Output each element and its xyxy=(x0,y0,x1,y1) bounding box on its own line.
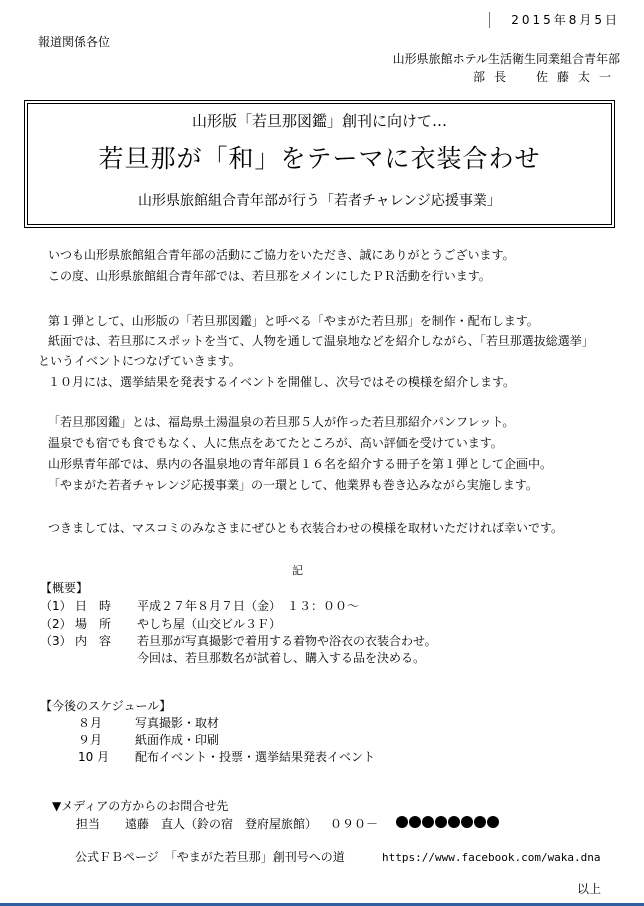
closing: 以上 xyxy=(577,882,602,896)
schedule-task: 配布イベント・投票・選挙結果発表イベント xyxy=(135,750,376,764)
body-paragraph: 「若旦那図鑑」とは、福島県土湯温泉の若旦那５人が作った若旦那紹介パンフレット。 xyxy=(48,415,515,429)
schedule-month: ９月 xyxy=(78,733,103,747)
title-tagline: 山形県旅館組合青年部が行う「若者チャレンジ応援事業」 xyxy=(138,193,501,209)
text-cursor xyxy=(489,12,490,28)
redaction-dot xyxy=(435,816,447,828)
schedule-month: ８月 xyxy=(78,716,103,730)
overview-label: 場 所 xyxy=(75,617,112,631)
facebook-url[interactable]: https://www.facebook.com/waka.dna xyxy=(382,851,601,864)
body-paragraph: 紙面では、若旦那にスポットを当て、人物を通して温泉地などを紹介しながら、「若旦那選抜総選挙」 xyxy=(48,334,594,348)
phone-masked xyxy=(396,816,500,829)
redaction-dot xyxy=(409,816,421,828)
ki-heading: 記 xyxy=(292,564,303,577)
addressee: 報道関係各位 xyxy=(38,35,111,49)
schedule-month: 10 月 xyxy=(78,750,110,764)
redaction-dot xyxy=(422,816,434,828)
redaction-dot xyxy=(448,816,460,828)
contact-person: 遠藤 直人（鈴の宿 登府屋旅館） xyxy=(125,817,318,831)
body-paragraph: この度、山形県旅館組合青年部では、若旦那をメインにしたＰＲ活動を行います。 xyxy=(48,269,491,283)
overview-num: （1） xyxy=(40,599,72,613)
overview-value: やしち屋（山交ビル３Ｆ） xyxy=(137,617,282,631)
body-paragraph: というイベントにつなげていきます。 xyxy=(38,354,241,368)
title-subtitle: 山形版「若旦那図鑑」創刊に向けて… xyxy=(191,112,447,130)
overview-value: 平成２７年８月７日（金） １３：００～ xyxy=(137,599,360,613)
redaction-dot xyxy=(396,816,408,828)
overview-num: （3） xyxy=(40,634,72,648)
contact-role: 担当 xyxy=(76,817,101,831)
schedule-task: 写真撮影・取材 xyxy=(135,716,220,730)
redaction-dot xyxy=(461,816,473,828)
body-paragraph: つきましては、マスコミのみなさまにぜひとも衣装合わせの模様を取材いただければ幸いです。 xyxy=(48,521,564,535)
overview-num: （2） xyxy=(40,617,72,631)
title-box xyxy=(24,100,615,228)
body-paragraph: 山形県青年部では、県内の各温泉地の青年部員１６名を紹介する冊子を第１弾として企画中。 xyxy=(48,457,553,471)
overview-value-continued: 今回は、若旦那数名が試着し、購入する品を決める。 xyxy=(137,651,426,665)
contact-heading: ▼メディアの方からのお問合せ先 xyxy=(52,799,229,813)
organization: 山形県旅館ホテル生活衛生同業組合青年部 xyxy=(392,52,620,66)
body-paragraph: 「やまがた若者チャレンジ応援事業」の一環として、他業界も巻き込みながら実施します。 xyxy=(48,478,538,492)
schedule-heading: 【今後のスケジュール】 xyxy=(40,699,172,713)
schedule-task: 紙面作成・印刷 xyxy=(135,733,220,747)
body-paragraph: 温泉でも宿でも食でもなく、人に焦点をあてたところが、高い評価を受けています。 xyxy=(48,436,503,450)
body-paragraph: 第１弾として、山形版の「若旦那図鑑」と呼べる「やまがた若旦那」を制作・配布します。 xyxy=(48,314,539,328)
overview-value: 若旦那が写真撮影で着用する着物や浴衣の衣装合わせ。 xyxy=(137,634,437,648)
body-paragraph: １０月には、選挙結果を発表するイベントを開催し、次号ではその模様を紹介します。 xyxy=(48,375,516,389)
redaction-dot xyxy=(474,816,486,828)
redaction-dot xyxy=(487,816,499,828)
signatory: 部長 佐藤太一 xyxy=(472,70,620,84)
page-title: 若旦那が「和」をテーマに衣装合わせ xyxy=(98,144,541,173)
date: 2015年8月5日 xyxy=(511,13,620,27)
overview-label: 日 時 xyxy=(75,599,112,613)
facebook-label: 公式ＦＢページ 「やまがた若旦那」創刊号への道 xyxy=(75,850,345,864)
overview-label: 内 容 xyxy=(75,634,112,648)
overview-heading: 【概要】 xyxy=(40,581,89,595)
contact-phone-prefix: ０９０－ xyxy=(330,817,379,831)
body-paragraph: いつも山形県旅館組合青年部の活動にご協力をいただき、誠にありがとうございます。 xyxy=(48,248,515,262)
